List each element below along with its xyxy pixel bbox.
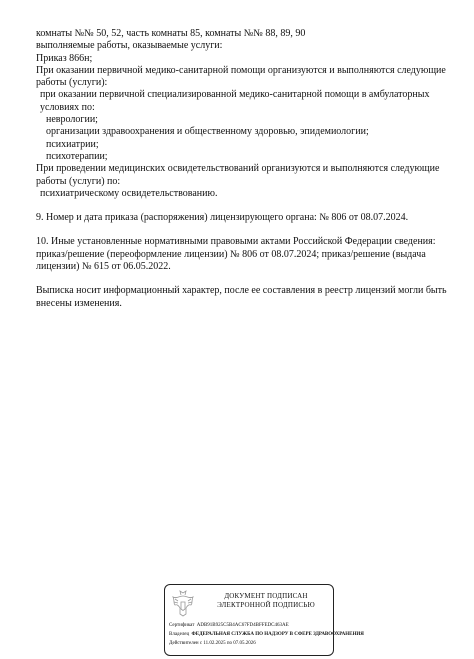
service-neurology: неврологии; xyxy=(46,114,98,126)
service-psychotherapy: психотерапии; xyxy=(46,150,108,162)
specialized-care-line: при оказании первичной специализированной медико-санитарной помощи в амбулаторных условиях по: xyxy=(40,89,430,113)
stamp-title xyxy=(201,592,331,609)
stamp-title-line-2: ЭЛЕКТРОННОЙ ПОДПИСЬЮ xyxy=(217,600,315,609)
extract-body xyxy=(36,28,456,310)
works-heading: выполняемые работы, оказываемые услуги: xyxy=(36,40,223,52)
examinations-heading: При проведении медицинских освидетельствований организуются и выполняются следующие работы (услуги) по: xyxy=(36,163,440,187)
certificate-value: ADB91B925C5B4AC67FD4BFFEDC463AE xyxy=(196,623,289,628)
owner-label: Владелец xyxy=(169,632,190,637)
service-psychiatry: психиатрии; xyxy=(46,138,99,150)
notice-text: Выписка носит информационный характер, после ее составления в реестр лицензий могли быть внесены изменения. xyxy=(36,285,447,309)
coat-of-arms-icon xyxy=(169,589,197,619)
owner-row xyxy=(169,632,369,638)
premises-line: комнаты №№ 50, 52, часть комнаты 85, комнаты №№ 88, 89, 90 xyxy=(36,28,306,39)
certificate-row xyxy=(169,623,369,629)
primary-care-heading: При оказании первичной медико-санитарной помощи организуются и выполняются следующие работы (услуги): xyxy=(36,64,446,89)
order-line: Приказ 866н; xyxy=(36,52,93,64)
certificate-label: Сертификат xyxy=(169,623,195,628)
electronic-signature-stamp xyxy=(164,584,364,656)
service-psychiatric-examination: психиатрическому освидетельствованию. xyxy=(40,187,218,199)
item-9: 9. Номер и дата приказа (распоряжения) лицензирующего органа: № 806 от 08.07.2024. xyxy=(36,212,409,224)
item-10: 10. Иные установленные нормативными правовыми актами Российской Федерации сведения: приказ/решение (переоформление лицензии) № 806 от 08.07.2024; приказ/решение (выдача лицензии) № 615 от 06.05.2022. xyxy=(36,236,436,273)
stamp-title-line-1: ДОКУМЕНТ ПОДПИСАН xyxy=(224,592,308,600)
validity-row: Действителен с 11.02.2025 по 07.05.2026 xyxy=(169,641,256,646)
owner-value: ФЕДЕРАЛЬНАЯ СЛУЖБА ПО НАДЗОРУ В СФЕРЕ ЗДРАВООХРАНЕНИЯ xyxy=(191,632,364,637)
service-healthcare-organization: организации здравоохранения и общественному здоровью, эпидемиологии; xyxy=(46,126,369,138)
